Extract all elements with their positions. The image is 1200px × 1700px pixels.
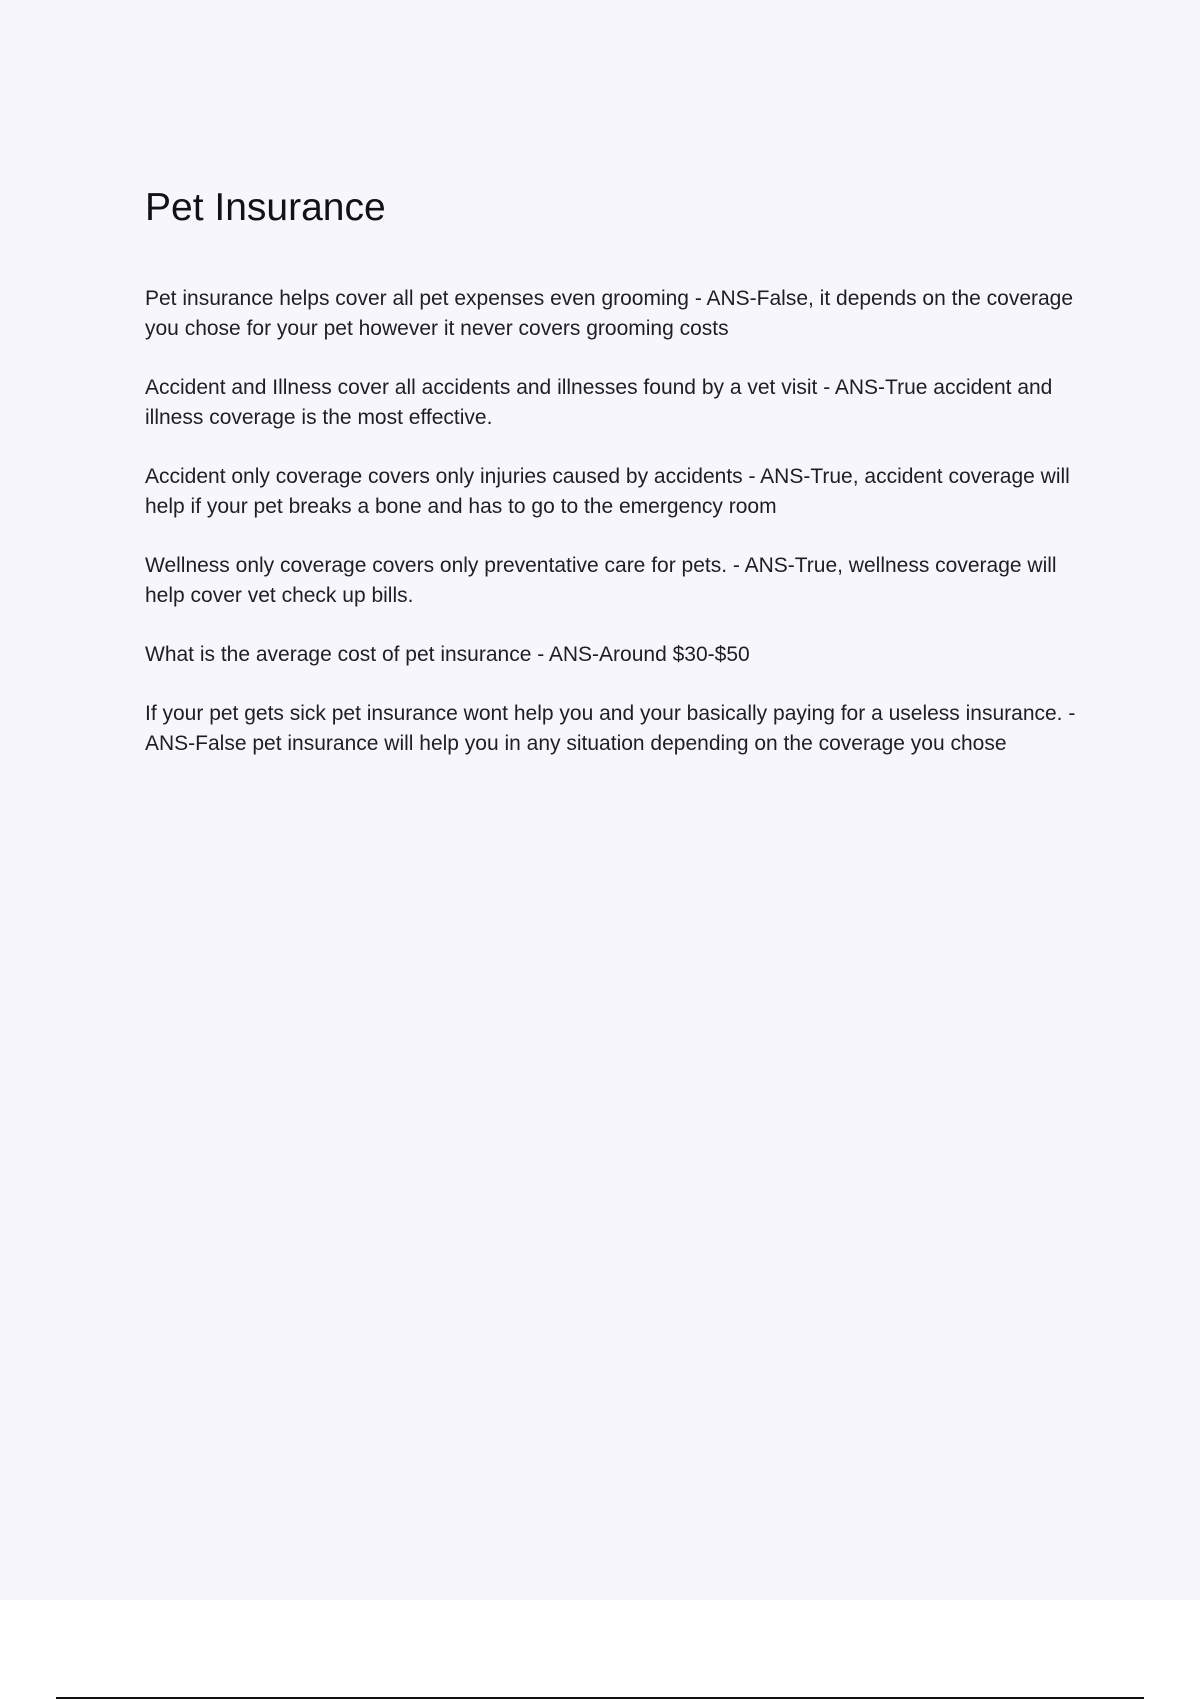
qa-item: If your pet gets sick pet insurance wont help you and your basically paying for a useless insurance. - ANS-False pet insurance will help you in any situation depending on the coverage you chose <box>145 702 1076 755</box>
footer-divider <box>56 1697 1144 1699</box>
qa-item: What is the average cost of pet insurance - ANS-Around $30-$50 <box>145 643 750 666</box>
qa-item: Accident only coverage covers only injuries caused by accidents - ANS-True, accident coverage will help if your pet breaks a bone and has to go to the emergency room <box>145 465 1070 518</box>
page-title: Pet Insurance <box>145 186 386 229</box>
document-content <box>145 180 1090 788</box>
qa-item: Wellness only coverage covers only preventative care for pets. - ANS-True, wellness coverage will help cover vet check up bills. <box>145 554 1057 607</box>
qa-item: Pet insurance helps cover all pet expenses even grooming - ANS-False, it depends on the coverage you chose for your pet however it never covers grooming costs <box>145 287 1074 340</box>
qa-item: Accident and Illness cover all accidents and illnesses found by a vet visit - ANS-True accident and illness coverage is the most effective. <box>145 376 1053 429</box>
